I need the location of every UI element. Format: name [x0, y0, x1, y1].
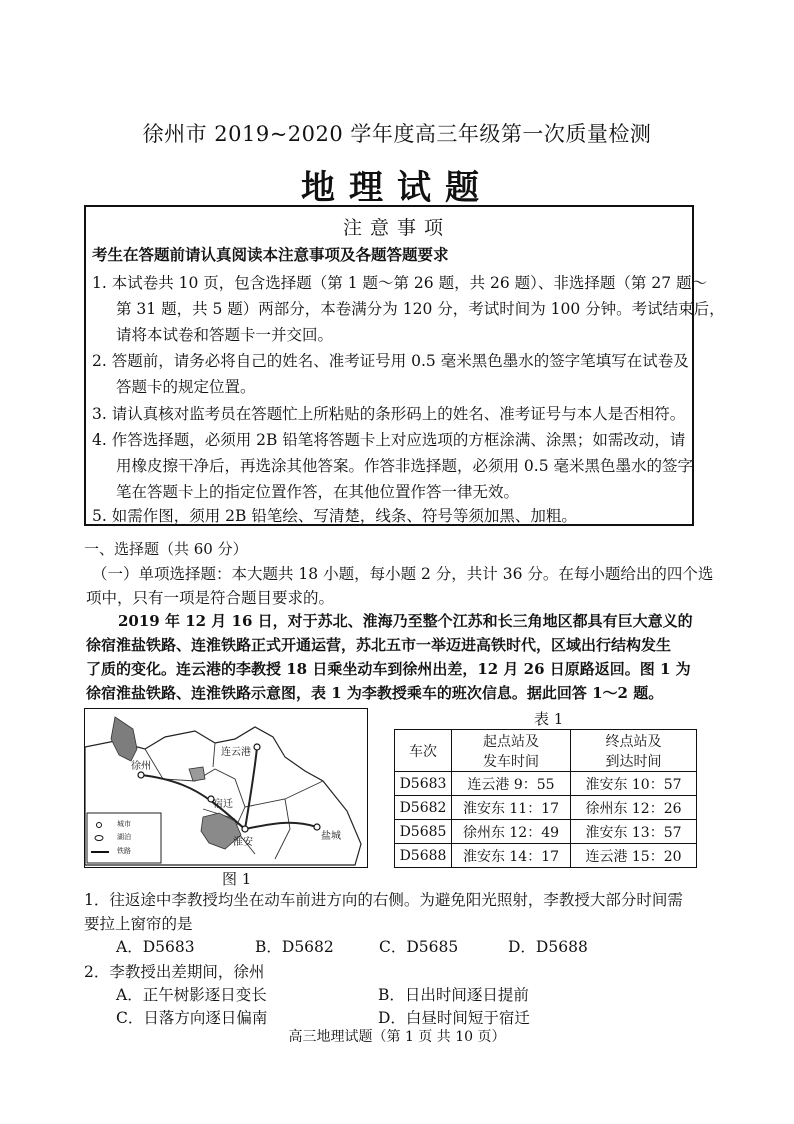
table-cell: 淮安东 10：57 [571, 772, 697, 796]
notice-line: 笔在答题卡上的指定位置作答，在其他位置作答一律无效。 [116, 483, 520, 501]
header-line: 发车时间 [483, 753, 539, 770]
railway-map-drawing [85, 709, 366, 866]
railway-map [84, 708, 368, 868]
passage-line: 了质的变化。连云港的李教授 18 日乘坐动车到徐州出差，12 月 26 日原路返回。图 1 为 [86, 660, 691, 678]
notice-title: 注意事项 [342, 217, 451, 239]
question-stem: 2．李教授出差期间，徐州 [84, 963, 265, 981]
passage-line: 2019 年 12 月 16 日，对于苏北、淮海乃至整个江苏和长三角地区都具有巨大意义的 [118, 612, 693, 630]
notice-line: 3. 请认真核对监考员在答题忙上所粘贴的条形码上的姓名、准考证号与本人是否相符。 [92, 405, 686, 423]
header-line: 到达时间 [605, 753, 662, 770]
answer-option: C．日落方向逐日偏南 [116, 1009, 268, 1027]
table-cell: D5682 [395, 796, 452, 820]
exam-subtitle: 徐州市 2019~2020 学年度高三年级第一次质量检测 [142, 122, 652, 146]
map-city-label: 徐州 [131, 761, 151, 772]
header-line: 起点站及 [483, 733, 539, 750]
table-cell: 连云港 15：20 [571, 844, 697, 868]
map-city-label: 淮安 [233, 837, 253, 848]
table-header-row [395, 730, 697, 772]
table-row [395, 844, 697, 868]
table-row [395, 820, 697, 844]
legend-label: 湖泊 [117, 833, 131, 841]
map-city-label: 宿迁 [213, 799, 233, 810]
notice-line: 2. 答题前，请务必将自己的姓名、准考证号用 0.5 毫米黑色墨水的签字笔填写在试卷及 [92, 352, 689, 370]
table-cell: D5683 [395, 772, 452, 796]
answer-option: C．D5685 [379, 938, 459, 956]
page-footer: 高三地理试题（第 1 页 共 10 页） [288, 1029, 506, 1045]
header-cell [452, 730, 571, 772]
answer-option: D．白昼时间短于宿迁 [378, 1009, 530, 1027]
table-row [395, 796, 697, 820]
passage-line: 徐宿淮盐铁路、连淮铁路示意图，表 1 为李教授乘车的班次信息。据此回答 1～2 题。 [86, 684, 664, 702]
section-instruction: （一）单项选择题：本大题共 18 小题，每小题 2 分，共计 36 分。在每小题给出的四个选 [92, 565, 714, 583]
map-city-label: 盐城 [321, 831, 341, 842]
header-cell [571, 730, 697, 772]
answer-option: A．D5683 [116, 938, 195, 956]
notice-line: 1. 本试卷共 10 页，包含选择题（第 1 题～第 26 题，共 26 题）、非选择题（第 27 题～ [92, 274, 707, 292]
answer-option: B．D5682 [255, 938, 334, 956]
notice-line: 5. 如需作图，须用 2B 铅笔绘、写清楚，线条、符号等须加黑、加粗。 [92, 507, 577, 525]
header-line: 终点站及 [605, 733, 662, 750]
table-cell: 淮安东 11：17 [452, 796, 571, 820]
map-city-label: 连云港 [221, 747, 251, 758]
header-cell: 车次 [395, 730, 452, 772]
answer-option: D．D5688 [508, 938, 588, 956]
table-cell: 徐州东 12：49 [452, 820, 571, 844]
table-cell: D5688 [395, 844, 452, 868]
table-cell: 连云港 9：55 [452, 772, 571, 796]
table-row [395, 772, 697, 796]
legend-label: 城市 [117, 820, 131, 828]
notice-line: 第 31 题，共 5 题）两部分，本卷满分为 120 分，考试时间为 100 分钟。考试结束后， [116, 300, 725, 318]
passage-line: 徐宿淮盐铁路、连淮铁路正式开通运营，苏北五市一举迈进高铁时代，区域出行结构发生 [86, 636, 672, 654]
legend-label: 铁路 [117, 847, 131, 855]
table-cell: 淮安东 13：57 [571, 820, 697, 844]
answer-option: A．正午树影逐日变长 [116, 986, 267, 1004]
table-caption: 表 1 [534, 710, 564, 728]
section-heading: 一、选择题（共 60 分） [84, 540, 248, 558]
section-instruction: 项中，只有一项是符合题目要求的。 [86, 589, 335, 607]
table-cell: 徐州东 12：26 [571, 796, 697, 820]
figure-caption: 图 1 [222, 870, 252, 888]
question-stem: 要拉上窗帘的是 [84, 915, 193, 933]
notice-lead: 考生在答题前请认真阅读本注意事项及各题答题要求 [92, 245, 449, 264]
notice-line: 4. 作答选择题，必须用 2B 铅笔将答题卡上对应选项的方框涂满、涂黑；如需改动，请 [92, 431, 686, 449]
notice-line: 用橡皮擦干净后，再选涂其他答案。作答非选择题，必须用 0.5 毫米黑色墨水的签字 [116, 457, 694, 475]
question-stem: 1．往返途中李教授均坐在动车前进方向的右侧。为避免阳光照射，李教授大部分时间需 [84, 891, 683, 909]
notice-line: 答题卡的规定位置。 [116, 378, 256, 396]
train-schedule-table [394, 729, 697, 868]
answer-option: B．日出时间逐日提前 [378, 986, 529, 1004]
exam-title: 地理试题 [301, 168, 493, 208]
table-cell: D5685 [395, 820, 452, 844]
notice-line: 请将本试卷和答题卡一并交回。 [116, 326, 334, 344]
table-cell: 淮安东 14：17 [452, 844, 571, 868]
